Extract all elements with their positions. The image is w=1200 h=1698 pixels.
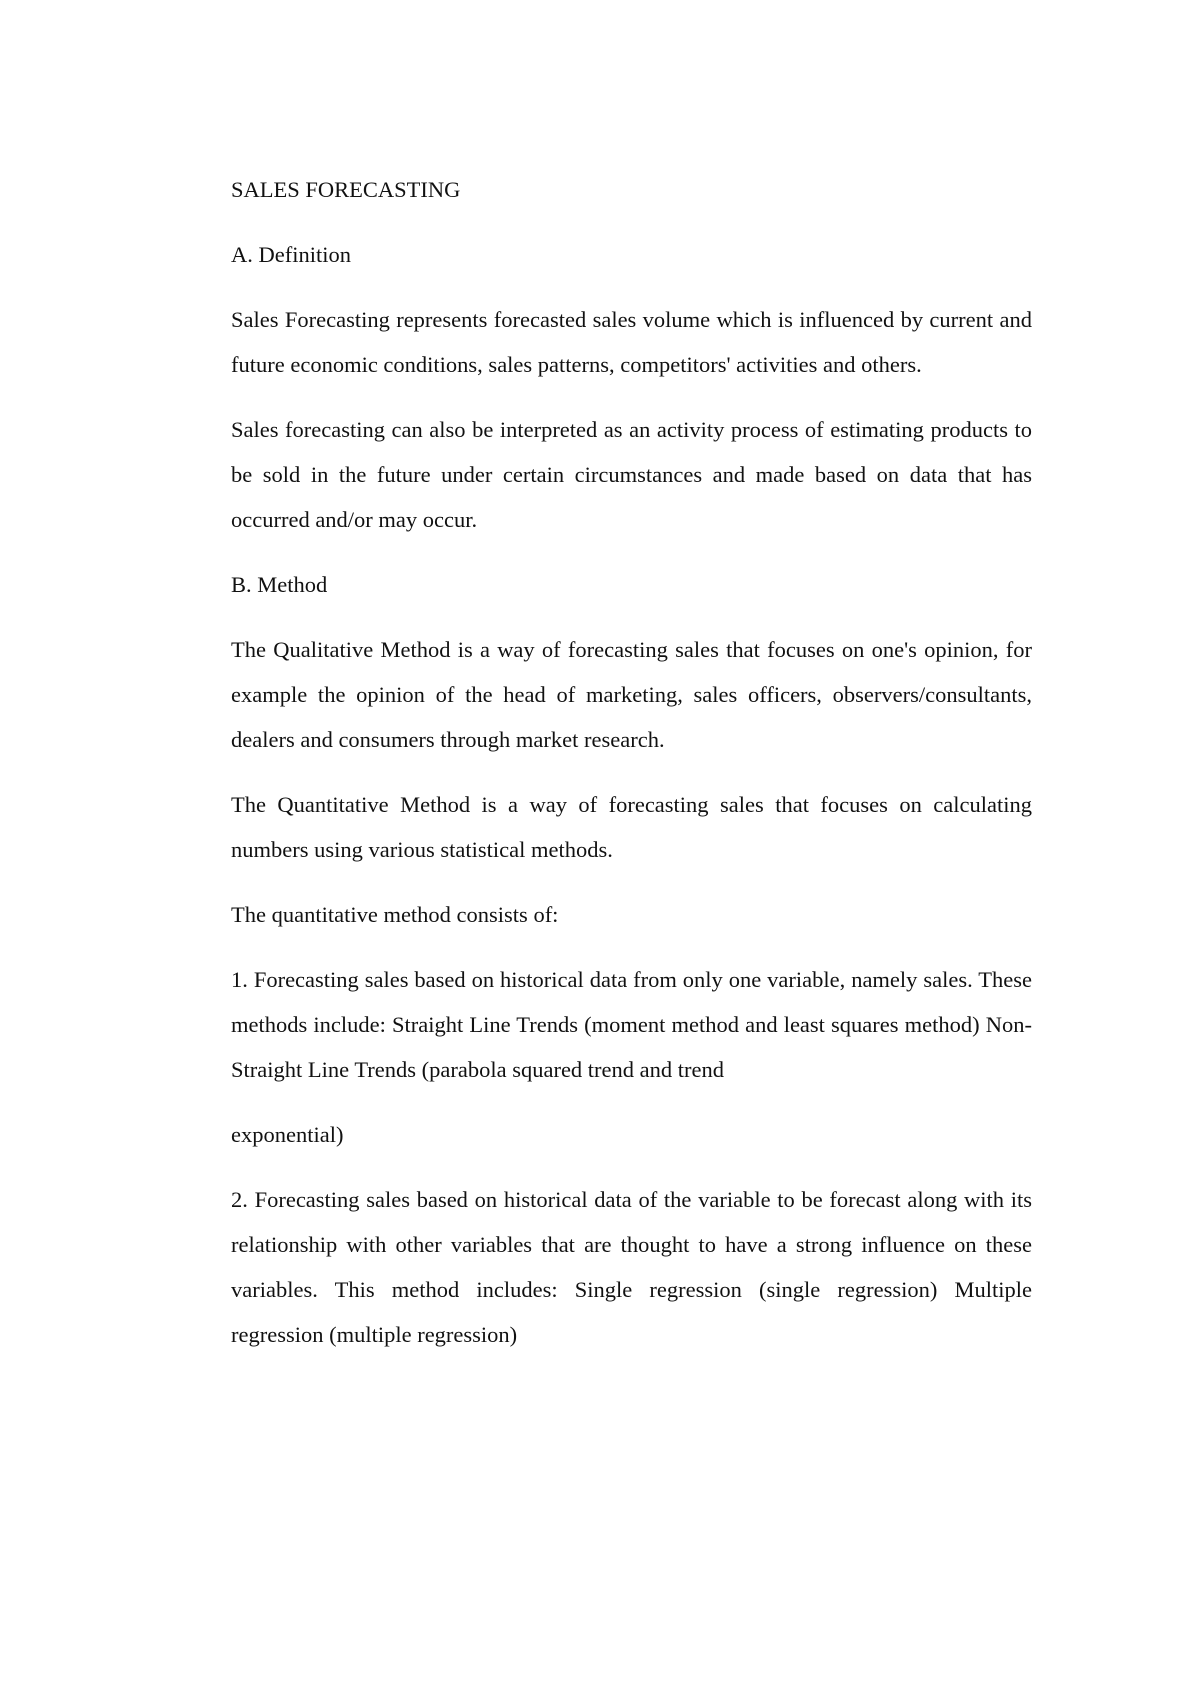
- method-list-item-1-continuation: exponential): [231, 1122, 344, 1147]
- document-body: [231, 167, 1032, 1377]
- section-a-heading: A. Definition: [231, 242, 351, 267]
- definition-paragraph-2: Sales forecasting can also be interpreted as an activity process of estimating products to be sold in the future under certain circumstances and made based on data that has occurred and/or may occur.: [231, 417, 1032, 532]
- definition-paragraph-1: Sales Forecasting represents forecasted sales volume which is influenced by current and future economic conditions, sales patterns, competitors' activities and others.: [231, 307, 1032, 377]
- quantitative-intro-paragraph: The quantitative method consists of:: [231, 902, 559, 927]
- qualitative-method-paragraph: The Qualitative Method is a way of forecasting sales that focuses on one's opinion, for example the opinion of the head of marketing, sales officers, observers/consultants, dealers and consumers through market research.: [231, 637, 1032, 752]
- method-list-item-1: 1. Forecasting sales based on historical data from only one variable, namely sales. These methods include: Straight Line Trends (moment method and least squares method) Non-Straight Line Trends (parabola squared trend and trend: [231, 967, 1032, 1082]
- section-b-heading: B. Method: [231, 572, 328, 597]
- document-title: SALES FORECASTING: [231, 177, 461, 202]
- quantitative-method-paragraph: The Quantitative Method is a way of forecasting sales that focuses on calculating numbers using various statistical methods.: [231, 792, 1032, 862]
- method-list-item-2: 2. Forecasting sales based on historical data of the variable to be forecast along with its relationship with other variables that are thought to have a strong influence on these variables. This method includes: Single regression (single regression) Multiple regression (multiple regression): [231, 1187, 1032, 1347]
